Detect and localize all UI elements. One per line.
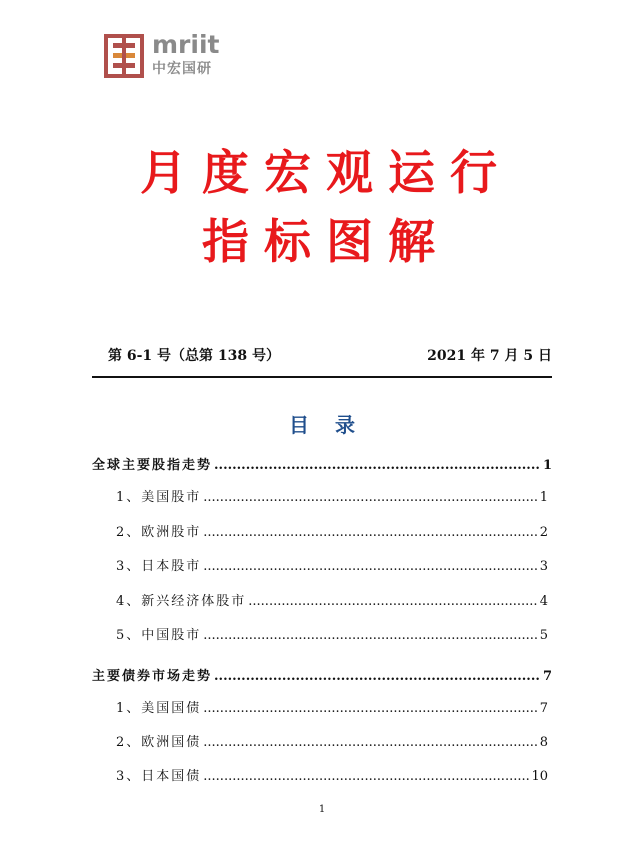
issue-date: 2021 年 7 月 5 日 [427, 348, 552, 364]
toc-entry-label: 全球主要股指走势 [92, 458, 213, 473]
logo-brand-chinese: 中宏国研 [152, 61, 212, 77]
toc-entry-label: 3、日本股市 [116, 559, 202, 574]
toc-leader [203, 557, 537, 577]
toc-item-emerging-stocks[interactable] [116, 592, 552, 612]
toc-item-europe-bonds[interactable] [116, 733, 552, 753]
toc-entry-page: 10 [531, 769, 548, 784]
toc-entry-label: 主要债券市场走势 [92, 669, 213, 684]
toc-item-europe-stocks[interactable] [116, 523, 552, 543]
toc-leader [203, 626, 537, 646]
toc-entry-page: 1 [542, 458, 552, 473]
toc-item-japan-bonds[interactable] [116, 767, 552, 787]
logo-brand-text: mriit [152, 30, 220, 59]
toc-entry-label: 3、日本国债 [116, 769, 202, 784]
toc-entry-label: 5、中国股市 [116, 628, 202, 643]
toc-item-china-stocks[interactable] [116, 626, 552, 646]
toc-entry-page: 4 [539, 594, 548, 609]
toc-leader [203, 767, 529, 787]
toc-leader [203, 699, 537, 719]
toc-item-japan-stocks[interactable] [116, 557, 552, 577]
toc-entry-page: 7 [539, 701, 548, 716]
toc-section-global-stocks[interactable] [92, 456, 552, 476]
toc-entry-page: 1 [539, 490, 548, 505]
toc-leader [203, 733, 537, 753]
page-number: 1 [318, 804, 326, 815]
table-of-contents [92, 0, 552, 862]
toc-leader [248, 592, 537, 612]
report-title-line-2: 指标图解 [202, 215, 450, 270]
toc-entry-label: 2、欧洲股市 [116, 525, 202, 540]
toc-section-bond-markets[interactable] [92, 667, 552, 687]
toc-item-us-treasuries[interactable] [116, 699, 552, 719]
toc-entry-page: 8 [539, 735, 548, 750]
toc-item-us-stocks[interactable] [116, 488, 552, 508]
toc-entry-label: 2、欧洲国债 [116, 735, 202, 750]
toc-entry-page: 7 [542, 669, 552, 684]
toc-leader [203, 488, 537, 508]
issue-number: 第 6-1 号（总第 138 号） [108, 348, 281, 364]
toc-entry-label: 1、美国国债 [116, 701, 202, 716]
toc-leader [203, 523, 537, 543]
toc-entry-label: 1、美国股市 [116, 490, 202, 505]
toc-entry-page: 3 [539, 559, 548, 574]
toc-leader [214, 667, 541, 687]
toc-entry-page: 5 [539, 628, 548, 643]
toc-leader [214, 456, 541, 476]
toc-entry-page: 2 [539, 525, 548, 540]
toc-heading: 目录 [289, 413, 381, 437]
toc-entry-label: 4、新兴经济体股市 [116, 594, 247, 609]
report-title-line-1: 月度宏观运行 [140, 146, 512, 201]
